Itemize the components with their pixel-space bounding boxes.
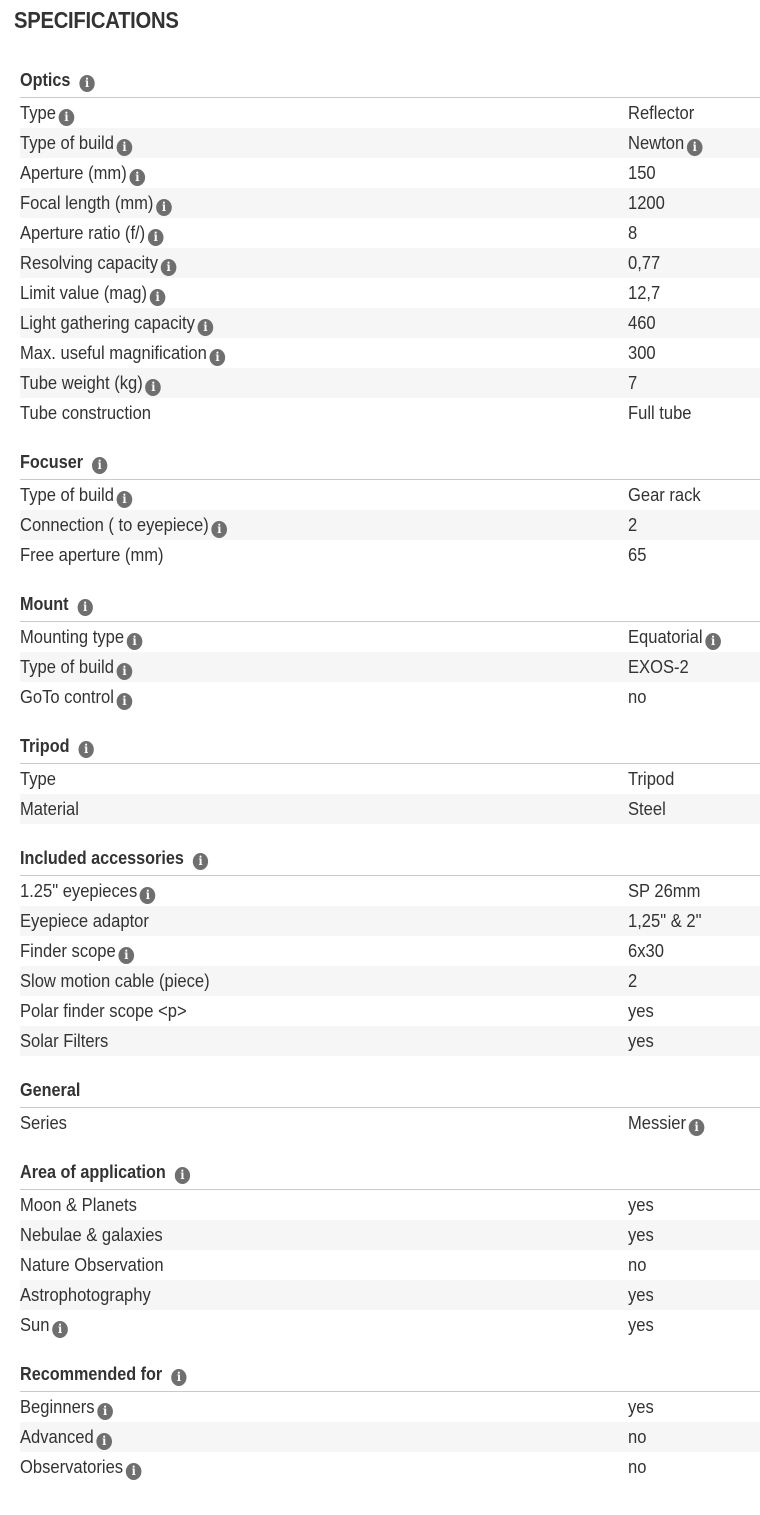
spec-label-text: Polar finder scope <p> [20,1001,187,1021]
spec-label [20,128,132,158]
section-header [20,729,760,764]
spec-value [628,308,656,338]
spec-label-text: Resolving capacity [20,253,159,273]
section-title: Optics i [20,63,95,97]
spec-label-text: Tube construction [20,403,152,423]
info-icon[interactable]: i [705,633,721,650]
spec-row-sun [20,1310,760,1340]
spec-row-finder-scope [20,936,760,966]
spec-value [628,1108,704,1138]
spec-label [20,682,132,712]
spec-value [628,248,660,278]
spec-label [20,966,210,996]
section-header [20,1073,760,1108]
section-title: Recommended for i [20,1357,187,1391]
spec-label-text: Finder scope [20,941,116,961]
section-mount [20,587,760,712]
spec-label [20,764,56,794]
section-title: Focuser i [20,445,107,479]
spec-value [628,1250,646,1280]
spec-row-series [20,1108,760,1138]
info-icon[interactable]: i [171,1369,186,1386]
spec-row-type-of-build [20,652,760,682]
spec-row-limit-value-mag [20,278,760,308]
spec-value [628,652,689,682]
spec-label [20,308,213,338]
spec-value-text: Tripod [628,769,675,789]
spec-label-text: Type [20,769,56,789]
section-title: Mount i [20,587,93,621]
info-icon[interactable]: i [193,853,208,870]
spec-label [20,510,227,540]
section-included-accessories [20,841,760,1056]
spec-row-aperture-ratio-f [20,218,760,248]
spec-value-text: yes [628,1031,654,1051]
spec-label-text: Light gathering capacity [20,313,195,333]
spec-label-text: Eyepiece adaptor [20,911,149,931]
spec-row-nebulae-galaxies [20,1220,760,1250]
info-icon[interactable]: i [97,1403,113,1420]
spec-label-text: Limit value (mag) [20,283,148,303]
spec-row-astrophotography [20,1280,760,1310]
spec-label [20,1250,164,1280]
spec-value [628,764,674,794]
spec-value-text: 6x30 [628,941,664,961]
section-title: General [20,1080,81,1100]
spec-label-text: Max. useful magnification [20,343,207,363]
spec-value [628,540,646,570]
info-icon[interactable]: i [78,599,93,616]
info-icon[interactable]: i [211,521,227,538]
info-icon[interactable]: i [117,139,133,156]
spec-label-text: Nebulae & galaxies [20,1225,163,1245]
spec-row-moon-planets [20,1190,760,1220]
spec-row-polar-finder-scope-p [20,996,760,1026]
spec-label [20,906,149,936]
spec-label-text: Observatories [20,1457,124,1477]
spec-label-text: Type of build [20,133,114,153]
spec-value [628,622,721,652]
spec-row-eyepiece-adaptor [20,906,760,936]
spec-row-resolving-capacity [20,248,760,278]
spec-label-text: Beginners [20,1397,95,1417]
spec-label [20,218,164,248]
spec-value [628,98,694,128]
spec-value [628,128,703,158]
spec-value-text: 150 [628,163,656,183]
spec-value [628,1452,646,1482]
spec-value [628,1310,654,1340]
info-icon[interactable]: i [210,349,226,366]
spec-label [20,1108,67,1138]
info-icon[interactable]: i [79,75,94,92]
spec-row-max-useful-magnification [20,338,760,368]
spec-row-tube-weight-kg [20,368,760,398]
spec-label [20,480,132,510]
spec-row-beginners [20,1392,760,1422]
spec-label [20,622,142,652]
spec-value [628,398,692,428]
info-icon[interactable]: i [145,379,161,396]
spec-value [628,966,637,996]
spec-row-1-25-eyepieces [20,876,760,906]
spec-value [628,188,665,218]
spec-value-text: 300 [628,343,656,363]
spec-value [628,936,664,966]
spec-row-focal-length-mm [20,188,760,218]
spec-value-text: yes [628,1195,654,1215]
info-icon[interactable]: i [175,1167,190,1184]
spec-value-text: EXOS-2 [628,657,689,677]
spec-value [628,158,656,188]
spec-row-aperture-mm [20,158,760,188]
spec-value [628,1220,654,1250]
spec-value-text: yes [628,1001,654,1021]
spec-label-text: Connection ( to eyepiece) [20,515,209,535]
spec-row-type [20,98,760,128]
spec-value-text: 460 [628,313,656,333]
spec-label-text: GoTo control [20,687,114,707]
spec-label [20,98,74,128]
spec-value-text: no [628,687,647,707]
spec-value [628,1422,646,1452]
spec-value [628,794,666,824]
spec-value-text: 65 [628,545,647,565]
spec-value-text: Equatorial [628,627,703,647]
spec-value [628,996,654,1026]
info-icon[interactable]: i [92,457,107,474]
spec-label-text: Type of build [20,657,114,677]
spec-value-text: 12,7 [628,283,661,303]
spec-row-solar-filters [20,1026,760,1056]
info-icon[interactable]: i [117,491,133,508]
spec-value-text: 0,77 [628,253,661,273]
spec-value [628,1026,654,1056]
section-focuser [20,445,760,570]
spec-row-free-aperture-mm [20,540,760,570]
page-title: SPECIFICATIONS [14,7,179,33]
spec-label-text: Advanced [20,1427,94,1447]
spec-value-text: SP 26mm [628,881,701,901]
spec-value-text: 8 [628,223,638,243]
spec-value-text: 2 [628,971,638,991]
spec-value-text: 2 [628,515,638,535]
section-header [20,1155,760,1190]
spec-row-light-gathering-capacity [20,308,760,338]
spec-row-connection-to-eyepiece [20,510,760,540]
spec-label-text: Free aperture (mm) [20,545,164,565]
info-icon[interactable]: i [689,1119,705,1136]
spec-value-text: Full tube [628,403,692,423]
spec-value [628,480,701,510]
section-general [20,1073,760,1138]
spec-label [20,188,172,218]
info-icon[interactable]: i [198,319,214,336]
spec-value [628,876,700,906]
spec-label [20,158,145,188]
spec-label [20,936,134,966]
spec-value [628,510,637,540]
spec-value [628,1280,654,1310]
spec-value-text: Messier [628,1113,686,1133]
info-icon[interactable]: i [140,887,156,904]
info-icon[interactable]: i [117,663,133,680]
spec-value-text: Reflector [628,103,695,123]
info-icon[interactable]: i [150,289,166,306]
spec-label [20,1452,141,1482]
section-optics [20,63,760,428]
spec-value-text: no [628,1427,647,1447]
section-header [20,445,760,480]
spec-value-text: no [628,1457,647,1477]
spec-label [20,876,156,906]
spec-value [628,368,637,398]
info-icon[interactable]: i [79,741,94,758]
spec-row-type [20,764,760,794]
spec-label [20,368,161,398]
spec-label [20,398,151,428]
section-title: Area of application i [20,1155,190,1189]
info-icon[interactable]: i [96,1433,112,1450]
section-tripod [20,729,760,824]
info-icon[interactable]: i [129,169,145,186]
spec-row-type-of-build [20,128,760,158]
spec-label-text: Slow motion cable (piece) [20,971,210,991]
spec-label-text: Series [20,1113,67,1133]
spec-value-text: yes [628,1397,654,1417]
info-icon[interactable]: i [127,633,143,650]
spec-value [628,1392,654,1422]
spec-value [628,338,656,368]
section-recommended-for [20,1357,760,1482]
spec-row-goto-control [20,682,760,712]
spec-label [20,1026,108,1056]
spec-value [628,218,637,248]
section-title: Included accessories i [20,841,208,875]
spec-row-type-of-build [20,480,760,510]
info-icon[interactable]: i [687,139,703,156]
spec-value-text: yes [628,1225,654,1245]
info-icon[interactable]: i [161,259,177,276]
spec-label [20,652,132,682]
spec-row-mounting-type [20,622,760,652]
info-icon[interactable]: i [126,1463,142,1480]
spec-row-advanced [20,1422,760,1452]
info-icon[interactable]: i [156,199,172,216]
spec-value-text: Gear rack [628,485,701,505]
spec-label [20,1220,163,1250]
spec-label-text: Aperture (mm) [20,163,127,183]
spec-label [20,1310,68,1340]
spec-label-text: Mounting type [20,627,125,647]
section-header [20,841,760,876]
spec-label-text: 1.25" eyepieces [20,881,138,901]
spec-label-text: Focal length (mm) [20,193,154,213]
spec-label [20,278,165,308]
spec-value-text: Newton [628,133,685,153]
spec-value [628,278,660,308]
section-header [20,63,760,98]
spec-label-text: Astrophotography [20,1285,151,1305]
section-area-of-application [20,1155,760,1340]
spec-label [20,248,176,278]
spec-label-text: Material [20,799,79,819]
spec-row-tube-construction [20,398,760,428]
info-icon[interactable]: i [52,1321,68,1338]
spec-label-text: Type [20,103,56,123]
spec-value-text: yes [628,1315,654,1335]
spec-label-text: Nature Observation [20,1255,164,1275]
spec-value-text: 1,25" & 2" [628,911,702,931]
spec-row-nature-observation [20,1250,760,1280]
spec-value-text: no [628,1255,647,1275]
section-header [20,587,760,622]
spec-label-text: Aperture ratio (f/) [20,223,146,243]
spec-label [20,996,187,1026]
spec-row-observatories [20,1452,760,1482]
spec-label [20,540,164,570]
spec-value-text: 1200 [628,193,665,213]
spec-label [20,338,225,368]
spec-label [20,1392,113,1422]
info-icon[interactable]: i [148,229,164,246]
spec-value-text: yes [628,1285,654,1305]
spec-label [20,794,79,824]
spec-label-text: Tube weight (kg) [20,373,143,393]
spec-label [20,1422,112,1452]
spec-row-slow-motion-cable-piece [20,966,760,996]
spec-label [20,1190,137,1220]
spec-label [20,1280,151,1310]
section-header [20,1357,760,1392]
section-title: Tripod i [20,729,94,763]
spec-label-text: Sun [20,1315,50,1335]
spec-value [628,1190,654,1220]
spec-row-material [20,794,760,824]
spec-value-text: 7 [628,373,638,393]
spec-value-text: Steel [628,799,666,819]
spec-label-text: Moon & Planets [20,1195,137,1215]
info-icon[interactable]: i [118,947,134,964]
spec-label-text: Type of build [20,485,114,505]
spec-value [628,906,701,936]
spec-label-text: Solar Filters [20,1031,109,1051]
info-icon[interactable]: i [117,693,133,710]
info-icon[interactable]: i [59,109,75,126]
spec-value [628,682,646,712]
